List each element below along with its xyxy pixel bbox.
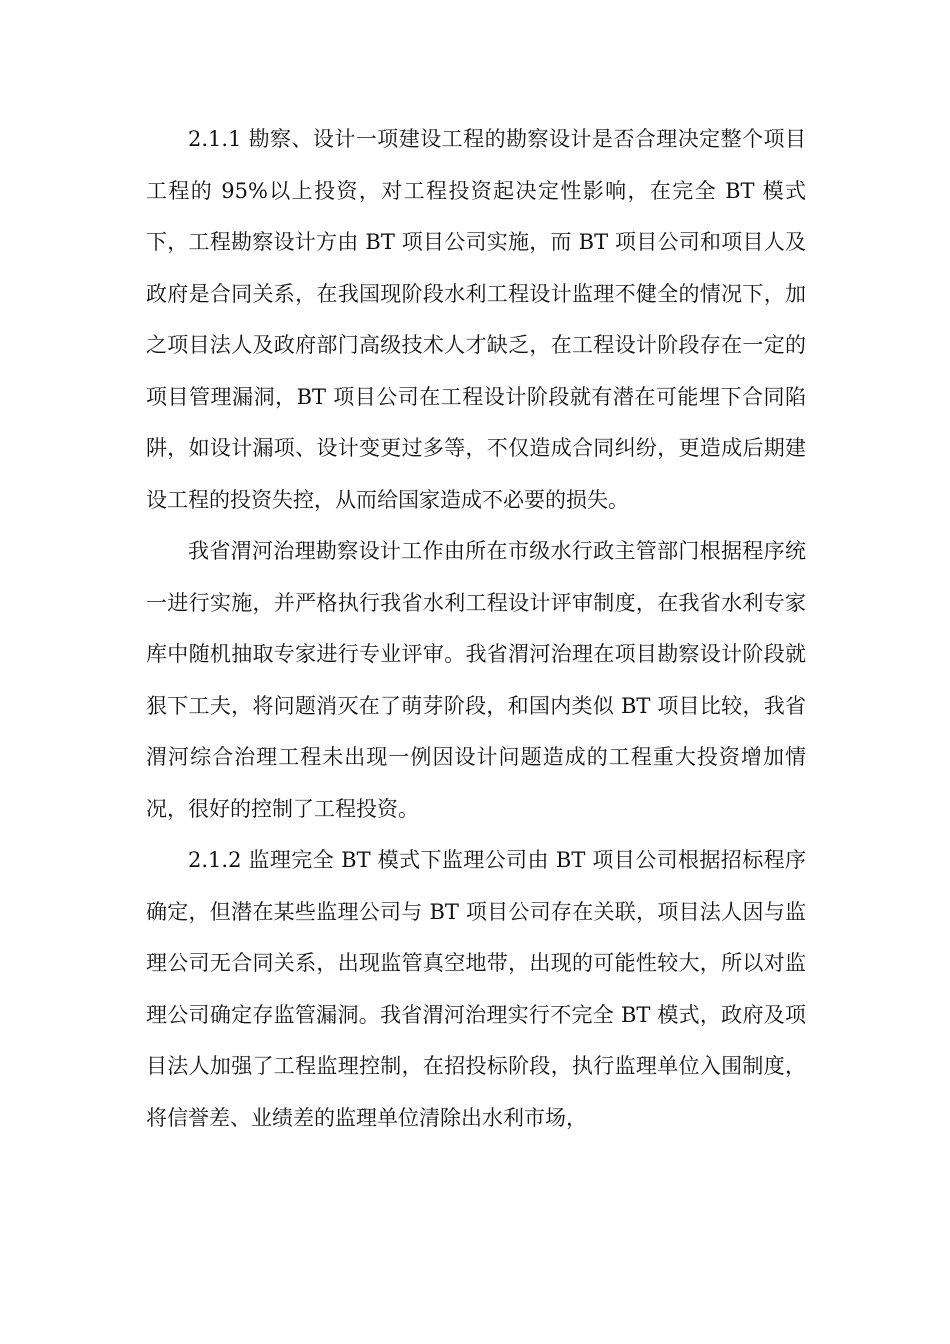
paragraph-supervision: 2.1.2 监理完全 BT 模式下监理公司由 BT 项目公司根据招标程序确定，但潜在某些监理公司与 BT 项目公司存在关联，项目法人因与监理公司无合同关系，出现监管真空地带，出现的可能性较大，所以对监理公司确定存监管漏洞。我省渭河治理实行不完全 BT 模式，政府及项目法人加强了工程监理控制，在招投标阶段，执行监理单位入围制度，将信誉差、业绩差的监理单位清除出水利市场， — [146, 848, 806, 1130]
paragraph-survey-design: 2.1.1 勘察、设计一项建设工程的勘察设计是否合理决定整个项目工程的 95%以上投资，对工程投资起决定性影响，在完全 BT 模式下，工程勘察设计方由 BT 项目公司实施，而 BT 项目公司和项目人及政府是合同关系，在我国现阶段水利工程设计监理不健全的情况下，加之项目法人及政府部门高级技术人才缺乏，在工程设计阶段存在一定的项目管理漏洞，BT 项目公司在工程设计阶段就有潜在可能埋下合同陷阱，如设计漏项、设计变更过多等，不仅造成合同纠纷，更造成后期建设工程的投资失控，从而给国家造成不必要的损失。 — [146, 127, 806, 512]
paragraph-weihe-design: 我省渭河治理勘察设计工作由所在市级水行政主管部门根据程序统一进行实施，并严格执行我省水利工程设计评审制度，在我省水利专家库中随机抽取专家进行专业评审。我省渭河治理在项目勘察设计阶段就狠下工夫，将问题消灭在了萌芽阶段，和国内类似 BT 项目比较，我省渭河综合治理工程未出现一例因设计问题造成的工程重大投资增加情况，很好的控制了工程投资。 — [146, 539, 806, 821]
body-text — [146, 114, 806, 1144]
